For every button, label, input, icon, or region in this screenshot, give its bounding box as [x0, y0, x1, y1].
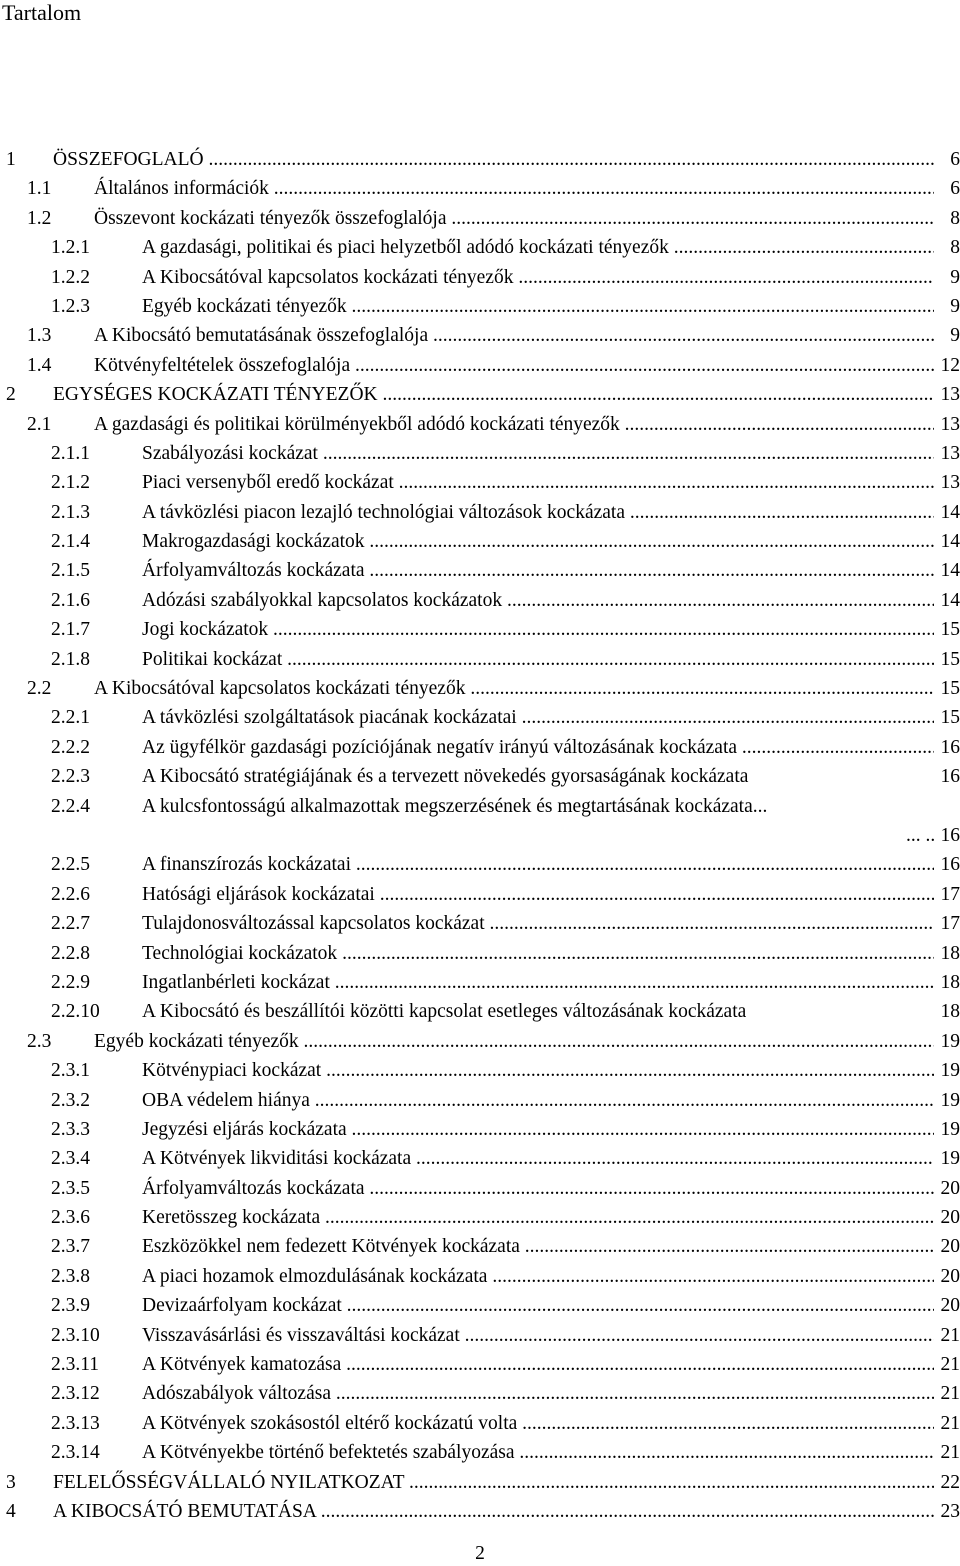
- toc-entry-title: Piaci versenyből eredő kockázat .....: [142, 468, 934, 497]
- toc-entry[interactable]: [6, 351, 960, 380]
- toc-entry-page: 12: [940, 354, 960, 376]
- toc-entry[interactable]: [6, 380, 960, 409]
- toc-entry-page: 15: [940, 648, 960, 670]
- toc-entry-page: 13: [940, 384, 960, 406]
- toc-entry-title: A távközlési piacon lezajló technológiai változások kockázata .....: [142, 498, 934, 527]
- toc-entry-page: 19: [940, 1089, 960, 1111]
- toc-entry-page: 6: [950, 178, 960, 200]
- toc-entry-page: 16: [940, 736, 960, 758]
- toc-entry-title: A Kötvények likviditási kockázata .....: [142, 1144, 934, 1173]
- toc-entry-title: A KIBOCSÁTÓ BEMUTATÁSA .....: [53, 1497, 934, 1526]
- toc-entry-title: A Kibocsátóval kapcsolatos kockázati tényezők .....: [94, 674, 934, 703]
- toc-entry-number: 2.2.4: [51, 795, 90, 817]
- toc-entry[interactable]: [6, 674, 960, 703]
- toc-entry[interactable]: [6, 733, 960, 762]
- toc-entry-number: 1.2.3: [51, 295, 90, 317]
- toc-entry[interactable]: [6, 174, 960, 203]
- toc-entry-title: ... .....: [906, 821, 934, 850]
- toc-entry[interactable]: [6, 233, 960, 262]
- toc-entry-page: 23: [940, 1500, 960, 1522]
- toc-entry[interactable]: [6, 1291, 960, 1320]
- toc-entry-number: 4: [6, 1500, 16, 1522]
- toc-entry-page: 16: [940, 824, 960, 846]
- toc-entry-title: A gazdasági és politikai körülményekből adódó kockázati tényezők .....: [94, 410, 934, 439]
- toc-entry-number: 2.2.7: [51, 913, 90, 935]
- toc-entry-number: 2.1.8: [51, 648, 90, 670]
- toc-entry-number: 2.3.14: [51, 1442, 100, 1464]
- toc-entry-title: A kulcsfontosságú alkalmazottak megszerzésének és megtartásának kockázata...: [142, 795, 768, 817]
- toc-entry-page: 8: [950, 237, 960, 259]
- toc-entry-title: FELELŐSSÉGVÁLLALÓ NYILATKOZAT .....: [53, 1468, 934, 1497]
- toc-entry-number: 2.3.11: [51, 1354, 100, 1376]
- toc-entry-title: Kötvényfeltételek összefoglalója .....: [94, 351, 934, 380]
- toc-entry[interactable]: [6, 909, 960, 938]
- toc-entry-number: 2.3.7: [51, 1236, 90, 1258]
- toc-entry-page: 19: [940, 1060, 960, 1082]
- toc-entry-page: 9: [950, 295, 960, 317]
- toc-entry-title: A Kibocsátó bemutatásának összefoglalója .....: [94, 321, 934, 350]
- toc-entry-title: A Kötvények kamatozása .....: [142, 1350, 934, 1379]
- toc-entry-title: Devizaárfolyam kockázat .....: [142, 1291, 934, 1320]
- toc-entry-number: 2.2.10: [51, 1001, 100, 1023]
- toc-entry[interactable]: [6, 1497, 960, 1526]
- toc-entry-page: 14: [940, 531, 960, 553]
- toc-entry[interactable]: [6, 1232, 960, 1261]
- toc-entry-page: 16: [940, 854, 960, 876]
- toc-entry-page: 22: [940, 1471, 960, 1493]
- toc-entry[interactable]: [6, 556, 960, 585]
- toc-entry-title: Politikai kockázat .....: [142, 645, 934, 674]
- toc-entry-page: 9: [950, 266, 960, 288]
- toc-entry[interactable]: [6, 821, 960, 850]
- toc-entry-page: 21: [940, 1324, 960, 1346]
- toc-entry-title: Hatósági eljárások kockázatai .....: [142, 880, 934, 909]
- toc-entry-title: Összevont kockázati tényezők összefoglalója .....: [94, 204, 934, 233]
- toc-entry-page: 19: [940, 1148, 960, 1170]
- toc-entry-number: 2.2.2: [51, 736, 90, 758]
- toc-entry-title: A finanszírozás kockázatai .....: [142, 850, 934, 879]
- toc-entry-number: 2.2.6: [51, 883, 90, 905]
- toc-entry-title: Az ügyfélkör gazdasági pozíciójának negatív irányú változásának kockázata .....: [142, 733, 934, 762]
- toc-entry-page: 19: [940, 1030, 960, 1052]
- toc-entry-title: Kötvénypiaci kockázat .....: [142, 1056, 934, 1085]
- toc-entry[interactable]: [6, 1409, 960, 1438]
- toc-entry-title: ÖSSZEFOGLALÓ .....: [53, 145, 934, 174]
- toc-entry-title: Tulajdonosváltozással kapcsolatos kockázat .....: [142, 909, 934, 938]
- toc-entry-number: 2.3.1: [51, 1060, 90, 1082]
- page-number: 2: [475, 1543, 485, 1564]
- toc-entry-title: EGYSÉGES KOCKÁZATI TÉNYEZŐK .....: [53, 380, 934, 409]
- toc-entry[interactable]: [6, 1144, 960, 1173]
- toc-entry[interactable]: [6, 586, 960, 615]
- toc-entry[interactable]: [6, 703, 960, 732]
- toc-entry-number: 2.1.2: [51, 472, 90, 494]
- toc-entry[interactable]: [6, 1115, 960, 1144]
- toc-entry-title: A Kibocsátóval kapcsolatos kockázati tényezők .....: [142, 263, 934, 292]
- toc-entry-number: 2.2.1: [51, 707, 90, 729]
- toc-entry[interactable]: [6, 321, 960, 350]
- toc-entry-title: Jegyzési eljárás kockázata .....: [142, 1115, 934, 1144]
- toc-entry-page: 21: [940, 1412, 960, 1434]
- toc-entry-page: 21: [940, 1383, 960, 1405]
- toc-entry[interactable]: [6, 527, 960, 556]
- toc-entry-title: Makrogazdasági kockázatok .....: [142, 527, 934, 556]
- toc-entry-number: 2.3.12: [51, 1383, 100, 1405]
- table-of-contents: [6, 145, 960, 1526]
- toc-entry-number: 2.1.6: [51, 589, 90, 611]
- toc-entry[interactable]: [6, 939, 960, 968]
- toc-entry-title: Visszavásárlási és visszaváltási kockázat .....: [142, 1321, 934, 1350]
- toc-entry-title: A Kibocsátó stratégiájának és a tervezett növekedés gyorsaságának kockázata: [142, 766, 749, 788]
- toc-entry-page: 14: [940, 589, 960, 611]
- toc-entry-page: 17: [940, 913, 960, 935]
- toc-entry-page: 21: [940, 1354, 960, 1376]
- toc-entry[interactable]: [6, 439, 960, 468]
- toc-entry-title: Keretösszeg kockázata .....: [142, 1203, 934, 1232]
- toc-entry[interactable]: [6, 1438, 960, 1467]
- toc-entry[interactable]: [6, 997, 960, 1026]
- toc-entry-page: 19: [940, 1118, 960, 1140]
- toc-entry[interactable]: [6, 145, 960, 174]
- toc-entry[interactable]: [6, 292, 960, 321]
- toc-entry-number: 2.3.10: [51, 1324, 100, 1346]
- toc-entry[interactable]: [6, 645, 960, 674]
- toc-entry-number: 2.3.3: [51, 1118, 90, 1140]
- toc-entry-title: OBA védelem hiánya .....: [142, 1086, 934, 1115]
- toc-entry-title: A Kötvények szokásostól eltérő kockázatú volta .....: [142, 1409, 934, 1438]
- toc-entry[interactable]: [6, 1262, 960, 1291]
- toc-entry-number: 1.2.2: [51, 266, 90, 288]
- toc-entry[interactable]: [6, 968, 960, 997]
- toc-entry-page: 18: [940, 1001, 960, 1023]
- toc-entry-number: 2.1: [27, 413, 52, 435]
- toc-entry-page: 20: [940, 1265, 960, 1287]
- toc-entry-page: 13: [940, 472, 960, 494]
- toc-entry[interactable]: [6, 1468, 960, 1497]
- toc-entry-title: Adószabályok változása .....: [142, 1379, 934, 1408]
- toc-entry-page: 8: [950, 207, 960, 229]
- toc-entry-title: A Kötvényekbe történő befektetés szabályozása .....: [142, 1438, 934, 1467]
- toc-entry[interactable]: [6, 498, 960, 527]
- toc-entry-title: Eszközökkel nem fedezett Kötvények kockázata .....: [142, 1232, 934, 1261]
- toc-entry-title: Árfolyamváltozás kockázata .....: [142, 1174, 934, 1203]
- toc-entry-title: A távközlési szolgáltatások piacának kockázatai .....: [142, 703, 934, 732]
- toc-entry[interactable]: [6, 410, 960, 439]
- toc-entry-page: 14: [940, 501, 960, 523]
- toc-entry-page: 17: [940, 883, 960, 905]
- toc-entry-title: Árfolyamváltozás kockázata .....: [142, 556, 934, 585]
- toc-entry-title: Egyéb kockázati tényezők .....: [142, 292, 934, 321]
- toc-entry-number: 2.1.4: [51, 531, 90, 553]
- toc-entry-number: 2.3.2: [51, 1089, 90, 1111]
- toc-entry-number: 1.3: [27, 325, 52, 347]
- toc-entry-number: 1: [6, 149, 16, 170]
- toc-entry-title: Szabályozási kockázat .....: [142, 439, 934, 468]
- toc-entry-page: 18: [940, 942, 960, 964]
- toc-entry-title: Egyéb kockázati tényezők .....: [94, 1027, 934, 1056]
- toc-entry-title: Általános információk .....: [94, 174, 934, 203]
- toc-entry[interactable]: [6, 762, 960, 791]
- toc-entry[interactable]: [6, 1379, 960, 1408]
- toc-entry-number: 2.1.3: [51, 501, 90, 523]
- toc-entry-title: A gazdasági, politikai és piaci helyzetből adódó kockázati tényezők .....: [142, 233, 934, 262]
- toc-entry-page: 14: [940, 560, 960, 582]
- toc-entry-page: 13: [940, 413, 960, 435]
- toc-entry-number: 2.1.5: [51, 560, 90, 582]
- toc-entry-page: 21: [940, 1442, 960, 1464]
- toc-entry-title: A Kibocsátó és beszállítói közötti kapcsolat esetleges változásának kockázata: [142, 1001, 747, 1023]
- toc-entry-title: A piaci hozamok elmozdulásának kockázata .....: [142, 1262, 934, 1291]
- document-heading: Tartalom: [2, 0, 82, 25]
- toc-entry-number: 2: [6, 384, 16, 406]
- toc-entry-page: 16: [940, 766, 960, 788]
- toc-entry-number: 1.2.1: [51, 237, 90, 259]
- toc-entry[interactable]: [6, 1321, 960, 1350]
- toc-entry[interactable]: [6, 1174, 960, 1203]
- toc-entry[interactable]: [6, 792, 960, 821]
- toc-entry-number: 1.2: [27, 207, 52, 229]
- toc-entry-number: 2.3.5: [51, 1177, 90, 1199]
- toc-entry-number: 2.2.8: [51, 942, 90, 964]
- toc-entry-page: 13: [940, 442, 960, 464]
- toc-entry-page: 15: [940, 707, 960, 729]
- toc-entry-number: 2.3.13: [51, 1412, 100, 1434]
- toc-entry[interactable]: [6, 1056, 960, 1085]
- toc-entry-number: 2.2.3: [51, 766, 90, 788]
- toc-entry[interactable]: [6, 1350, 960, 1379]
- toc-entry-page: 9: [950, 325, 960, 347]
- toc-entry-page: 15: [940, 678, 960, 700]
- toc-entry[interactable]: [6, 263, 960, 292]
- toc-entry-title: Jogi kockázatok .....: [142, 615, 934, 644]
- toc-entry-page: 20: [940, 1236, 960, 1258]
- toc-entry[interactable]: [6, 615, 960, 644]
- toc-entry-title: Technológiai kockázatok .....: [142, 939, 934, 968]
- toc-entry-number: 2.3.6: [51, 1207, 90, 1229]
- toc-entry-number: 3: [6, 1471, 16, 1493]
- toc-entry-number: 2.3.4: [51, 1148, 90, 1170]
- toc-entry-number: 2.3.8: [51, 1265, 90, 1287]
- toc-entry[interactable]: [6, 468, 960, 497]
- toc-entry-page: 6: [950, 149, 960, 170]
- toc-entry-number: 2.2.9: [51, 971, 90, 993]
- toc-entry-title: Adózási szabályokkal kapcsolatos kockázatok .....: [142, 586, 934, 615]
- toc-entry-title: Ingatlanbérleti kockázat .....: [142, 968, 934, 997]
- toc-entry[interactable]: [6, 1086, 960, 1115]
- toc-entry-number: 1.1: [27, 178, 52, 200]
- toc-entry[interactable]: [6, 1027, 960, 1056]
- toc-entry[interactable]: [6, 204, 960, 233]
- toc-entry-number: 2.2: [27, 678, 52, 700]
- toc-entry-page: 20: [940, 1207, 960, 1229]
- toc-entry-number: 2.1.1: [51, 442, 90, 464]
- toc-entry-number: 2.2.5: [51, 854, 90, 876]
- toc-entry-page: 20: [940, 1295, 960, 1317]
- toc-entry[interactable]: [6, 850, 960, 879]
- toc-entry-number: 2.3: [27, 1030, 52, 1052]
- toc-entry-number: 2.3.9: [51, 1295, 90, 1317]
- toc-entry[interactable]: [6, 880, 960, 909]
- toc-entry[interactable]: [6, 1203, 960, 1232]
- toc-entry-page: 20: [940, 1177, 960, 1199]
- toc-entry-page: 18: [940, 971, 960, 993]
- toc-entry-number: 1.4: [27, 354, 52, 376]
- toc-entry-page: 15: [940, 619, 960, 641]
- toc-entry-number: 2.1.7: [51, 619, 90, 641]
